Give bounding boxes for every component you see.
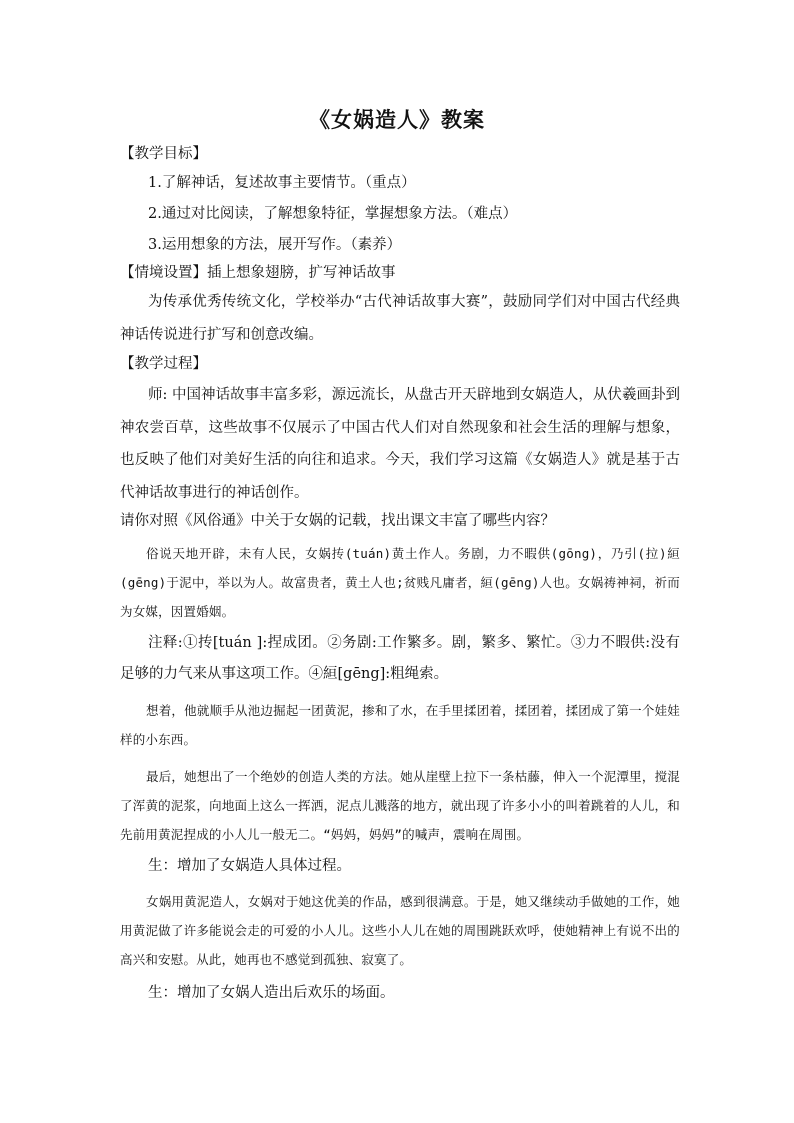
student-answer-1: 生：增加了女娲造人具体过程。 [148,858,351,874]
excerpt-2: 最后，她想出了一个绝妙的创造人类的方法。她从崖壁上拉下一条枯藤，伸入一个泥潭里，搅混了浑黄的泥浆，向地面上这么一挥洒，泥点儿溅落的地方，就出现了许多小小的叫着跳着的人儿，和先前用黄泥捏成的小人儿一般无二。“妈妈，妈妈”的喊声，震响在周围。 [120,769,680,842]
teacher-intro: 师: 中国神话故事丰富多彩，源远流长，从盘古开天辟地到女娲造人，从伏羲画卦到神农尝百草，这些故事不仅展示了中国古代人们对自然现象和社会生活的理解与想象，也反映了他们对美好生活的向往和追求。今天，我们学习这篇《女娲造人》就是基于古代神话故事进行的神话创作。 [120,387,680,501]
annotation-notes: 注释:①抟[tuán ]:捏成团。②务剧:工作繁多。剧，繁多、繁忙。③力不暇供:没有足够的力气来从事这项工作。④絙[gēng]:粗绳索。 [120,635,680,682]
student-answer-2: 生：增加了女娲人造出后欢乐的场面。 [148,985,395,1001]
excerpt-3: 女娲用黄泥造人，女娲对于她这优美的作品，感到很满意。于是，她又继续动手做她的工作，她用黄泥做了许多能说会走的可爱的小人儿。这些小人儿在她的周围跳跃欢呼，使她精神上有说不出的高兴和安慰。从此，她再也不感觉到孤独、寂寞了。 [120,894,680,967]
classical-text: 俗说天地开辟，未有人民，女娲抟(tuán)黄土作人。务剧，力不暇供(gōng)，乃引(拉)絙(gēng)于泥中，举以为人。故富贵者，黄土人也;贫贱凡庸者，絙(gēng)人也。女娲祷神祠，祈而为女媒，因置婚姻。 [120,546,680,619]
objective-item-3: 3.运用想象的方法，展开写作。（素养） [148,237,402,253]
excerpt-1: 想着，他就顺手从池边掘起一团黄泥，掺和了水，在手里揉团着，揉团着，揉团成了第一个娃娃样的小东西。 [120,703,680,747]
process-heading: 【教学过程】 [120,356,207,372]
situation-text: 为传承优秀传统文化，学校举办“古代神话故事大赛”，鼓励同学们对中国古代经典神话传说进行扩写和创意改编。 [120,294,680,343]
reading-question: 请你对照《风俗通》中关于女娲的记载，找出课文丰富了哪些内容？ [120,513,555,529]
document-body [120,143,680,1004]
objective-item-2: 2.通过对比阅读，了解想象特征，掌握想象方法。（难点） [148,206,518,222]
page-title: 《女娲造人》教案 [309,107,485,132]
situation-heading: 【情境设置】插上想象翅膀，扩写神话故事 [120,265,396,281]
objectives-heading: 【教学目标】 [120,146,207,162]
objective-item-1: 1.了解神话，复述故事主要情节。（重点） [148,175,416,191]
